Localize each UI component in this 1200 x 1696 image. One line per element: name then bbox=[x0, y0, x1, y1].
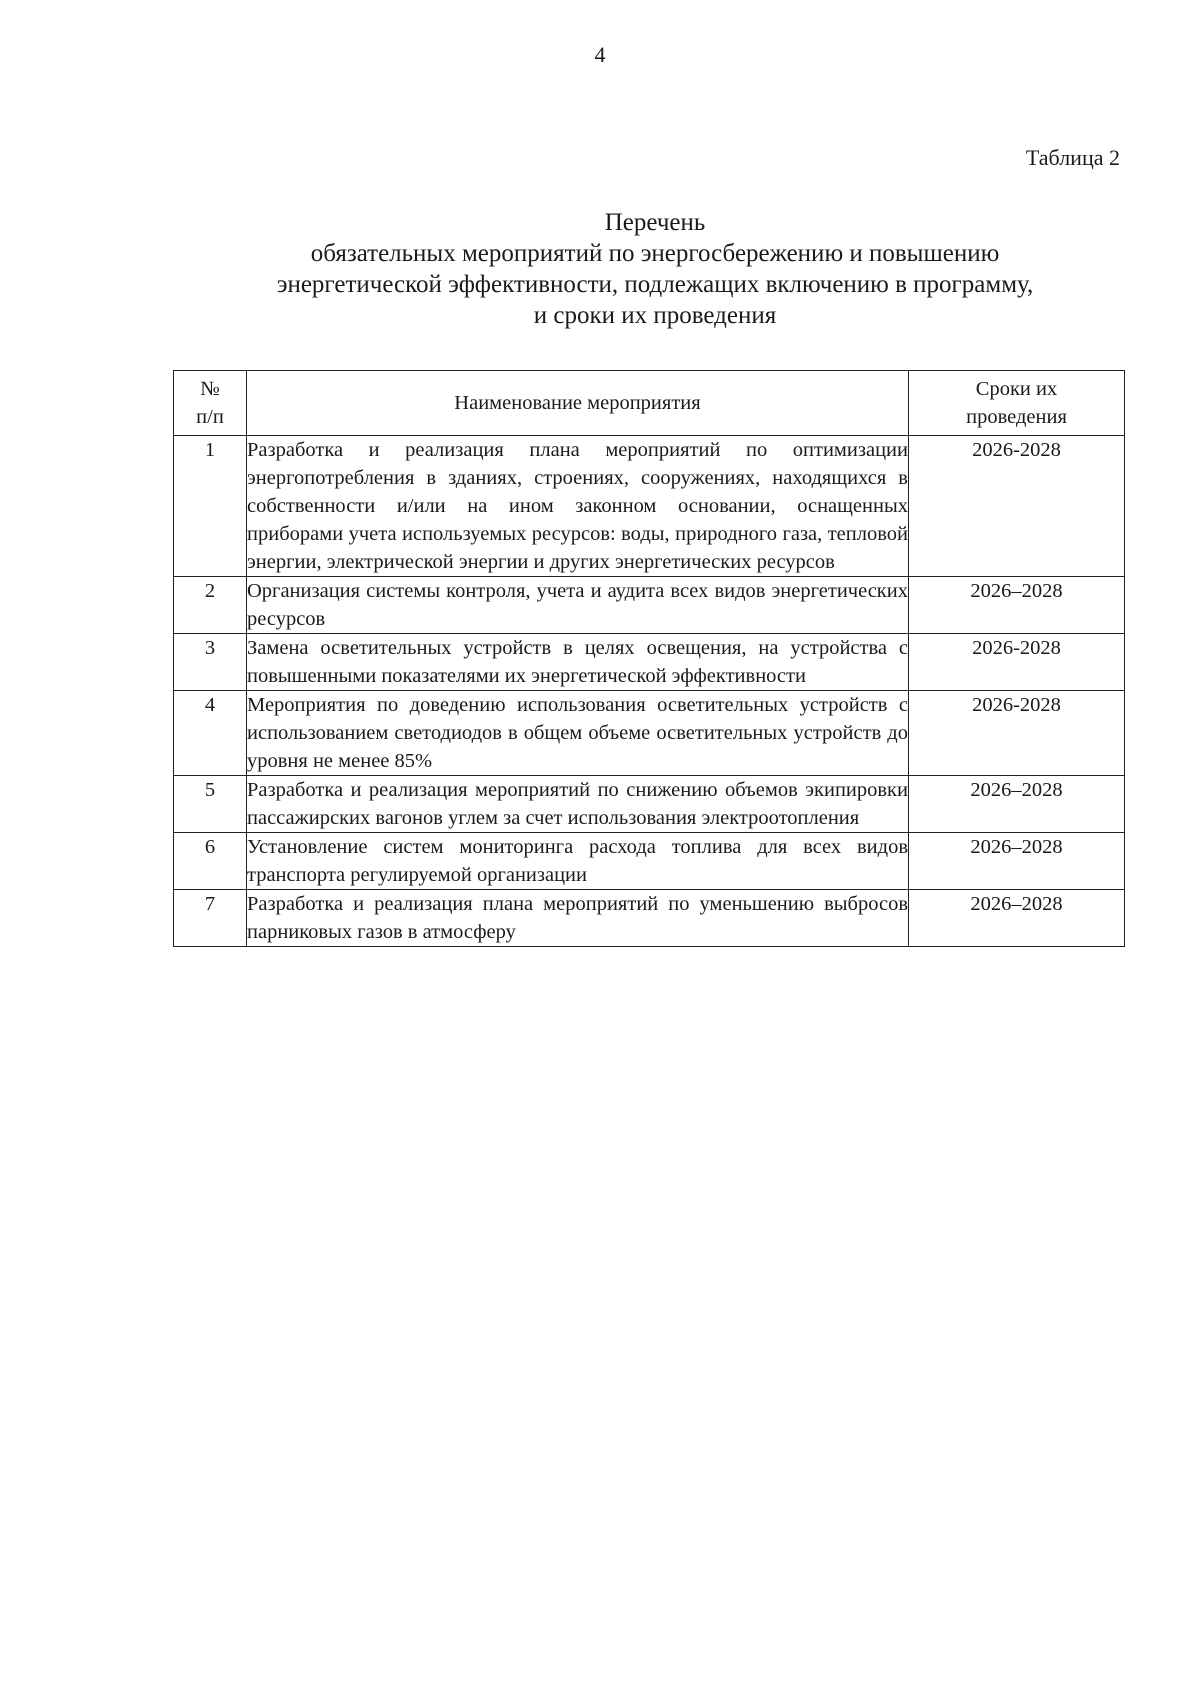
header-term bbox=[909, 371, 1125, 436]
measures-table bbox=[173, 370, 1125, 947]
header-term-line: проведения bbox=[966, 406, 1067, 428]
row-name: Установление систем мониторинга расхода топлива для всех видов транспорта регулируемой организации bbox=[247, 833, 909, 890]
table-row bbox=[174, 776, 1125, 833]
row-number: 7 bbox=[174, 890, 247, 947]
row-term: 2026–2028 bbox=[909, 776, 1125, 833]
table-row bbox=[174, 634, 1125, 691]
row-number: 4 bbox=[174, 691, 247, 776]
table-row bbox=[174, 691, 1125, 776]
row-term: 2026-2028 bbox=[909, 634, 1125, 691]
row-name: Организация системы контроля, учета и аудита всех видов энергетических ресурсов bbox=[247, 577, 909, 634]
row-term: 2026-2028 bbox=[909, 691, 1125, 776]
header-number-line: № bbox=[200, 378, 220, 400]
row-name: Разработка и реализация плана мероприятий по оптимизации энергопотребления в зданиях, строениях, сооружениях, находящихся в собственности и/или на ином законном основании, оснащенных приборами учета используемых ресурсов: воды, природного газа, тепловой энергии, электрической энергии и других энергетических ресурсов bbox=[247, 436, 909, 577]
row-number: 2 bbox=[174, 577, 247, 634]
title-line: энергетической эффективности, подлежащих включению в программу, bbox=[276, 271, 1034, 298]
row-term: 2026-2028 bbox=[909, 436, 1125, 577]
table-row bbox=[174, 890, 1125, 947]
header-number-line: п/п bbox=[196, 406, 224, 428]
table-row bbox=[174, 577, 1125, 634]
row-name: Мероприятия по доведению использования осветительных устройств с использованием светодиодов в общем объеме осветительных устройств до уровня не менее 85% bbox=[247, 691, 909, 776]
row-name: Разработка и реализация мероприятий по снижению объемов экипировки пассажирских вагонов углем за счет использования электроотопления bbox=[247, 776, 909, 833]
title-line: Перечень bbox=[604, 209, 706, 236]
title-line: и сроки их проведения bbox=[533, 302, 777, 329]
row-number: 6 bbox=[174, 833, 247, 890]
row-name: Замена осветительных устройств в целях освещения, на устройства с повышенными показателями их энергетической эффективности bbox=[247, 634, 909, 691]
title-line: обязательных мероприятий по энергосбережению и повышению bbox=[310, 240, 1000, 267]
header-term-line: Сроки их bbox=[975, 378, 1058, 400]
row-number: 1 bbox=[174, 436, 247, 577]
row-term: 2026–2028 bbox=[909, 890, 1125, 947]
row-name: Разработка и реализация плана мероприятий по уменьшению выбросов парниковых газов в атмосферу bbox=[247, 890, 909, 947]
row-term: 2026–2028 bbox=[909, 833, 1125, 890]
table-row bbox=[174, 436, 1125, 577]
table-row bbox=[174, 833, 1125, 890]
table-header-row bbox=[174, 371, 1125, 436]
header-name: Наименование мероприятия bbox=[247, 371, 909, 436]
row-number: 5 bbox=[174, 776, 247, 833]
row-number: 3 bbox=[174, 634, 247, 691]
page-number: 4 bbox=[594, 42, 606, 67]
table-label: Таблица 2 bbox=[1025, 145, 1120, 170]
header-number bbox=[174, 371, 247, 436]
document-title bbox=[160, 207, 1150, 331]
row-term: 2026–2028 bbox=[909, 577, 1125, 634]
